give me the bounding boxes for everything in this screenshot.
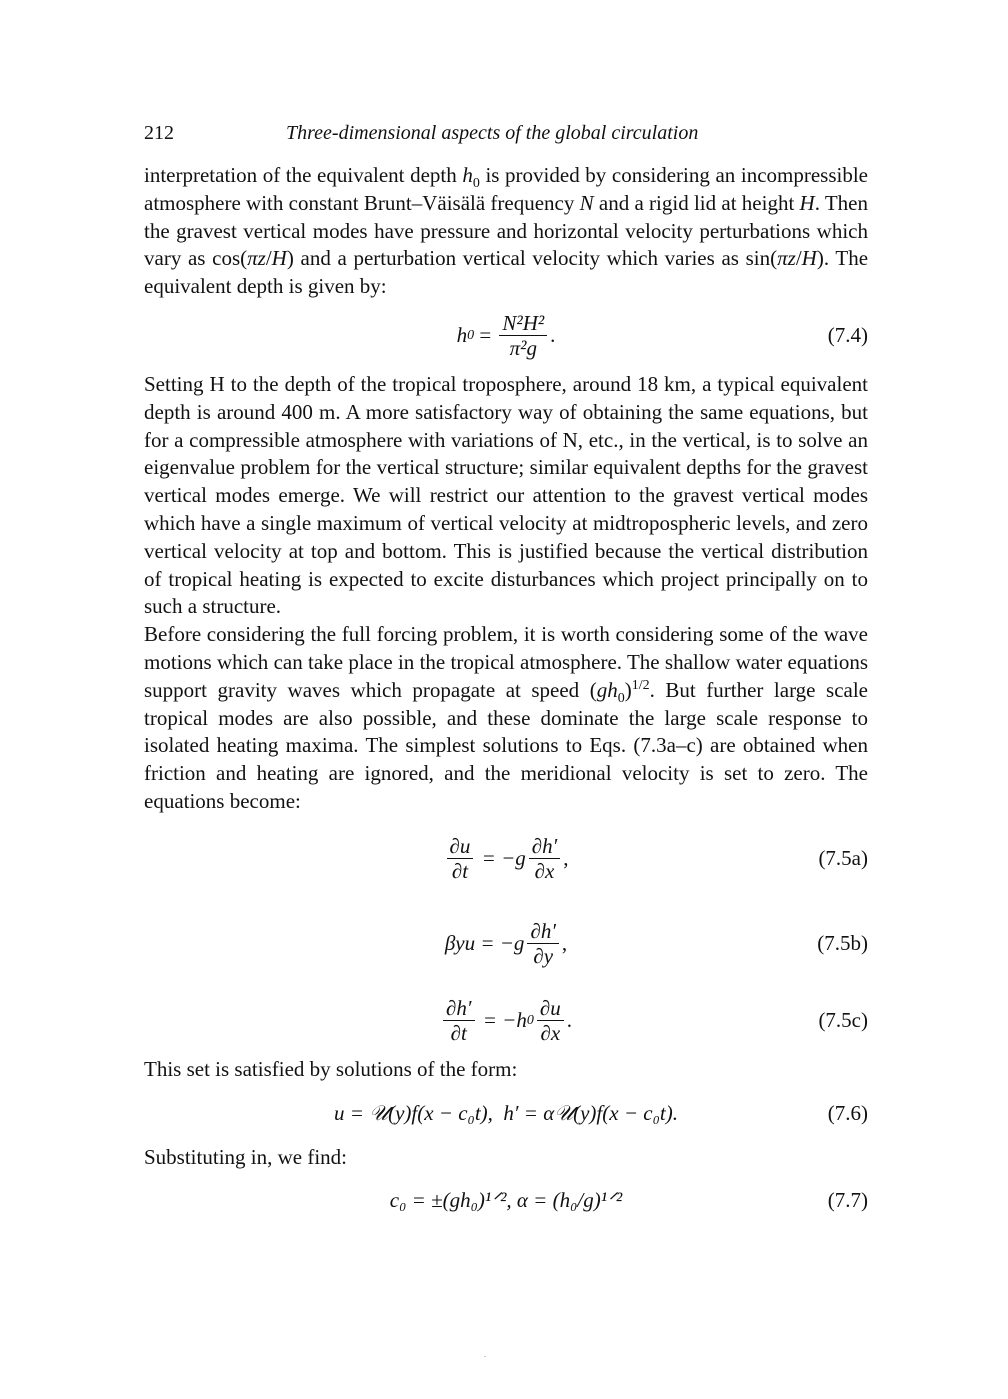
running-header <box>144 122 868 150</box>
equation-7-5c: $\frac{\partial h'}{\partial t}$ = −h 0 $\frac{\partial u}{\partial x}$ . (7.5c) <box>144 986 868 1056</box>
equation-number: (7.5c) <box>818 1007 868 1032</box>
equation-7-5b: βyu = −g $\frac{\partial h'}{\partial y}$ , (7.5b) <box>444 919 868 969</box>
paragraph-3: Before considering the full forcing problem, it is worth considering some of the wave motions which can take place in the tropical atmosphere. The shallow water equations support gravity waves which propagate at speed $(gh_0)^{1/2}$. But further large scale tropical modes are also possible, and these dominate the large scale response to isolated heating maxima. The simplest solutions to Eqs. (7.3a–c) are obtained when friction and heating are ignored, and the meridional velocity is set to zero. The equations become: <box>144 622 868 813</box>
equation-number: (7.5a) <box>818 845 868 870</box>
equation-7-7: c₀ = ±(gh₀)¹ᐟ², α = (h₀/g)¹ᐟ² (7.7) <box>144 1171 868 1231</box>
paragraph-1: interpretation of the equivalent depth $h_0$ is provided by considering an incompressible atmosphere with constant Brunt–Väisälä frequency N and a rigid lid at height H. Then the gravest vertical modes have pressure and horizontal velocity perturbations which vary as cos(πz/H) and a perturbation vertical velocity which varies as sin(πz/H). The equivalent depth is given by: <box>144 163 869 299</box>
paragraph-4: This set is satisfied by solutions of the form: <box>144 1056 518 1081</box>
scan-mark <box>484 1356 486 1357</box>
equation-7-6: u = 𝒰(y)f(x − c₀t), h′ = α𝒰(y)f(x − c₀t). (7.6) <box>144 1084 868 1144</box>
equation-number: (7.6) <box>827 1100 868 1125</box>
paragraph-5: Substituting in, we find: <box>144 1144 348 1169</box>
paragraph-2: Setting H to the depth of the tropical troposphere, around 18 km, a typical equivalent depth is around 400 m. A more satisfactory way of obtaining the same equations, but for a compressible atmosphere with variations of N, etc., in the vertical, is to solve an eigenvalue problem for the vertical structure; similar equivalent depths for the gravest vertical modes emerge. We will restrict our attention to the gravest vertical modes which have a single maximum of vertical velocity at midtropospheric levels, and zero vertical velocity at top and bottom. This is justified because the vertical distribution of tropical heating is expected to excite disturbances which project principally on to such a structure. <box>144 371 868 619</box>
running-title: Three-dimensional aspects of the global circulation <box>286 122 699 144</box>
equation-7-4: h 0 = $\frac{\text{N²H²}}{\text{π²g}}$ . (7.4) <box>456 311 868 361</box>
equation-number: (7.4) <box>827 323 868 348</box>
equation-number: (7.5b) <box>817 930 868 955</box>
equation-7-5a: $\frac{\partial u}{\partial t}$ = −g $\frac{\partial h'}{\partial x}$ , (7.5a) <box>144 816 868 902</box>
equation-number: (7.7) <box>827 1188 868 1213</box>
page-number: 212 <box>144 122 174 144</box>
page-body <box>144 162 868 1231</box>
